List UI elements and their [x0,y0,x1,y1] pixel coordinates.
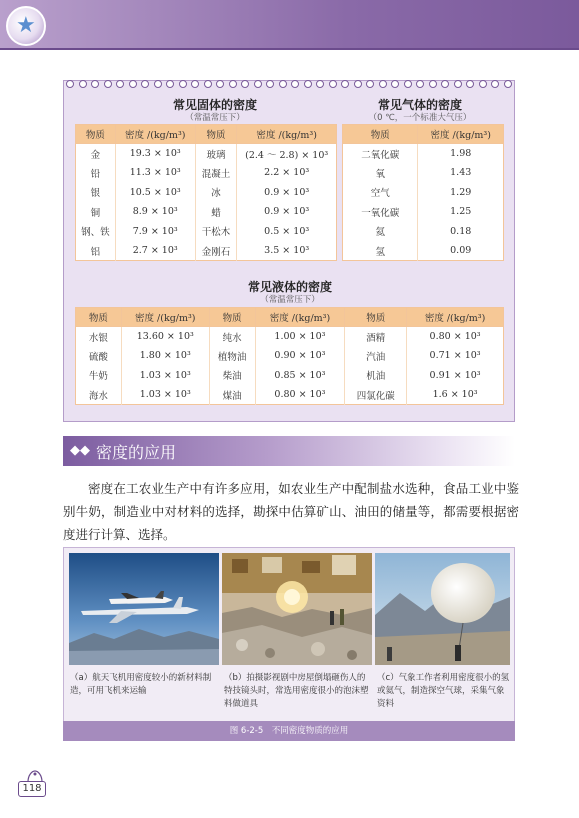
solids-header-cell: 物质 [76,125,116,144]
table-row [76,241,337,261]
binder-ring [504,80,512,88]
liquids-header-cell: 物质 [76,308,122,327]
solids-cell: 铅 [90,168,101,180]
solids-cell: (2.4 ～ 2.8) × 10³ [237,144,337,164]
liquids-density-table [75,307,504,405]
solids-cell: 7.9 × 10³ [115,222,195,242]
binder-ring [104,80,112,88]
liquids-header-cell: 物质 [345,308,407,327]
space-shuttle-photo [69,553,219,665]
liquids-cell: 机油 [345,366,407,386]
binder-rings [66,80,512,92]
binder-ring [66,80,74,88]
solids-subtitle: （常温常压下） [185,113,245,123]
solids-cell: 金 [90,149,101,161]
solids-header-cell: 密度 /(kg/m³) [115,125,195,144]
liquids-header-cell: 密度 /(kg/m³) [407,308,504,327]
solids-cell: 10.5 × 10³ [115,183,195,203]
solids-cell: 银 [90,188,101,200]
solids-cell: 11.3 × 10³ [115,163,195,183]
gases-cell: 1.98 [418,144,504,164]
table-row [343,222,504,242]
solids-header-cell: 物质 [195,125,237,144]
liquids-title: 常见液体的密度 [247,280,332,294]
binder-ring [316,80,324,88]
binder-ring [179,80,187,88]
liquids-cell: 柴油 [209,366,255,386]
solids-cell: 0.5 × 10³ [237,222,337,242]
table-row [343,183,504,203]
top-header-band [0,0,579,48]
gases-cell: 氧 [375,168,385,180]
table-row [76,346,504,366]
liquids-cell: 汽油 [345,346,407,366]
liquids-cell: 1.03 × 10³ [121,366,209,386]
binder-ring [366,80,374,88]
binder-ring [416,80,424,88]
star-logo-icon: ★ [6,6,46,46]
gases-cell: 空气 [370,188,390,200]
liquids-cell: 水银 [88,332,108,344]
binder-ring [466,80,474,88]
liquids-cell: 1.6 × 10³ [407,385,504,405]
binder-ring [304,80,312,88]
binder-ring [404,80,412,88]
gases-header-cell: 密度 /(kg/m³) [418,125,504,144]
section-title: 密度的应用 [96,443,177,462]
gases-cell: 1.29 [418,183,504,203]
solids-cell: 2.2 × 10³ [237,163,337,183]
table-row [343,163,504,183]
diamond-icon: ◆◆ [70,443,90,458]
liquids-cell: 酒精 [345,327,407,347]
binder-ring [191,80,199,88]
binder-ring [429,80,437,88]
liquids-cell: 0.91 × 10³ [407,366,504,386]
liquids-header-cell: 密度 /(kg/m³) [121,308,209,327]
liquids-cell: 植物油 [209,346,255,366]
binder-ring [116,80,124,88]
liquids-cell: 纯水 [209,327,255,347]
gases-cell: 氢 [375,246,385,258]
solids-cell: 3.5 × 10³ [237,241,337,261]
liquids-cell: 0.80 × 10³ [255,385,345,405]
gases-cell: 0.09 [418,241,504,261]
binder-ring [166,80,174,88]
solids-title: 常见固体的密度 [172,98,257,112]
liquids-header-cell: 密度 /(kg/m³) [255,308,345,327]
body-paragraph: 密度在工农业生产中有许多应用，如农业生产中配制盐水选种，食品工业中鉴别牛奶，制造业中对材料的选择，勘探中估算矿山、油田的储量等，都需要根据密度进行计算、选择。 [63,481,519,542]
solids-density-table [75,124,337,261]
solids-cell: 金刚石 [195,241,237,261]
binder-ring [454,80,462,88]
solids-cell: 混凝土 [195,163,237,183]
solids-cell: 蜡 [195,202,237,222]
binder-ring [329,80,337,88]
gases-density-table [342,124,504,261]
liquids-cell: 煤油 [209,385,255,405]
binder-ring [254,80,262,88]
table-row [76,163,337,183]
figure-label: 图 6-2-5 不同密度物质的应用 [229,726,349,736]
gases-title: 常见气体的密度 [377,98,462,112]
solids-cell: 2.7 × 10³ [115,241,195,261]
liquids-cell: 海水 [88,390,108,402]
table-row [76,202,337,222]
binder-ring [229,80,237,88]
binder-ring [91,80,99,88]
liquids-cell: 0.90 × 10³ [255,346,345,366]
binder-ring [204,80,212,88]
binder-ring [141,80,149,88]
binder-ring [129,80,137,88]
liquids-cell: 1.80 × 10³ [121,346,209,366]
binder-ring [216,80,224,88]
gases-subtitle: （0 ℃，一个标准大气压） [368,113,472,123]
gases-cell: 1.43 [418,163,504,183]
table-row [76,183,337,203]
binder-ring [379,80,387,88]
liquids-cell: 13.60 × 10³ [121,327,209,347]
solids-cell: 钢、铁 [81,227,110,239]
gases-cell: 二氧化碳 [361,149,400,161]
binder-ring [266,80,274,88]
binder-ring [391,80,399,88]
liquids-subtitle: （常温常压下） [260,295,320,305]
solids-cell: 0.9 × 10³ [237,183,337,203]
gases-cell: 一氧化碳 [361,207,400,219]
gases-cell: 1.25 [418,202,504,222]
liquids-cell: 四氯化碳 [345,385,407,405]
table-row [343,202,504,222]
solids-cell: 0.9 × 10³ [237,202,337,222]
solids-header-cell: 密度 /(kg/m³) [237,125,337,144]
gases-cell: 0.18 [418,222,504,242]
liquids-cell: 1.00 × 10³ [255,327,345,347]
liquids-cell: 0.71 × 10³ [407,346,504,366]
solids-cell: 19.3 × 10³ [115,144,195,164]
solids-cell: 铝 [90,246,101,258]
table-row [343,241,504,261]
solids-cell: 铜 [90,207,101,219]
top-header-line [0,48,579,50]
caption-c: （c）气象工作者利用密度很小的氢或氦气，制造探空气球，采集气象资料 [377,673,510,709]
liquids-cell: 0.80 × 10³ [407,327,504,347]
binder-ring [279,80,287,88]
solids-cell: 8.9 × 10³ [115,202,195,222]
weather-balloon-photo [375,553,510,665]
table-row [76,385,504,405]
caption-b: （b）拍摄影视剧中房屋倒塌砸伤人的特技镜头时，常选用密度很小的泡沫塑料做道具 [224,673,369,709]
binder-ring [241,80,249,88]
binder-ring [354,80,362,88]
liquids-cell: 牛奶 [88,371,108,383]
solids-cell: 玻璃 [195,144,237,164]
film-set-collapse-photo [222,553,372,665]
binder-ring [479,80,487,88]
gases-header-cell: 物质 [343,125,418,144]
binder-ring [341,80,349,88]
binder-ring [441,80,449,88]
gases-cell: 氦 [375,227,385,239]
binder-ring [291,80,299,88]
binder-ring [491,80,499,88]
liquids-header-cell: 物质 [209,308,255,327]
binder-ring [79,80,87,88]
liquids-cell: 硫酸 [88,351,108,363]
table-row [76,222,337,242]
caption-a: （a）航天飞机用密度较小的新材料制造，可用飞机来运输 [70,673,212,696]
solids-cell: 干松木 [195,222,237,242]
liquids-cell: 0.85 × 10³ [255,366,345,386]
solids-cell: 冰 [195,183,237,203]
page-number: 118 [18,781,46,797]
binder-ring [154,80,162,88]
table-row [76,327,504,347]
liquids-cell: 1.03 × 10³ [121,385,209,405]
table-row [76,144,337,164]
table-row [343,144,504,164]
table-row [76,366,504,386]
